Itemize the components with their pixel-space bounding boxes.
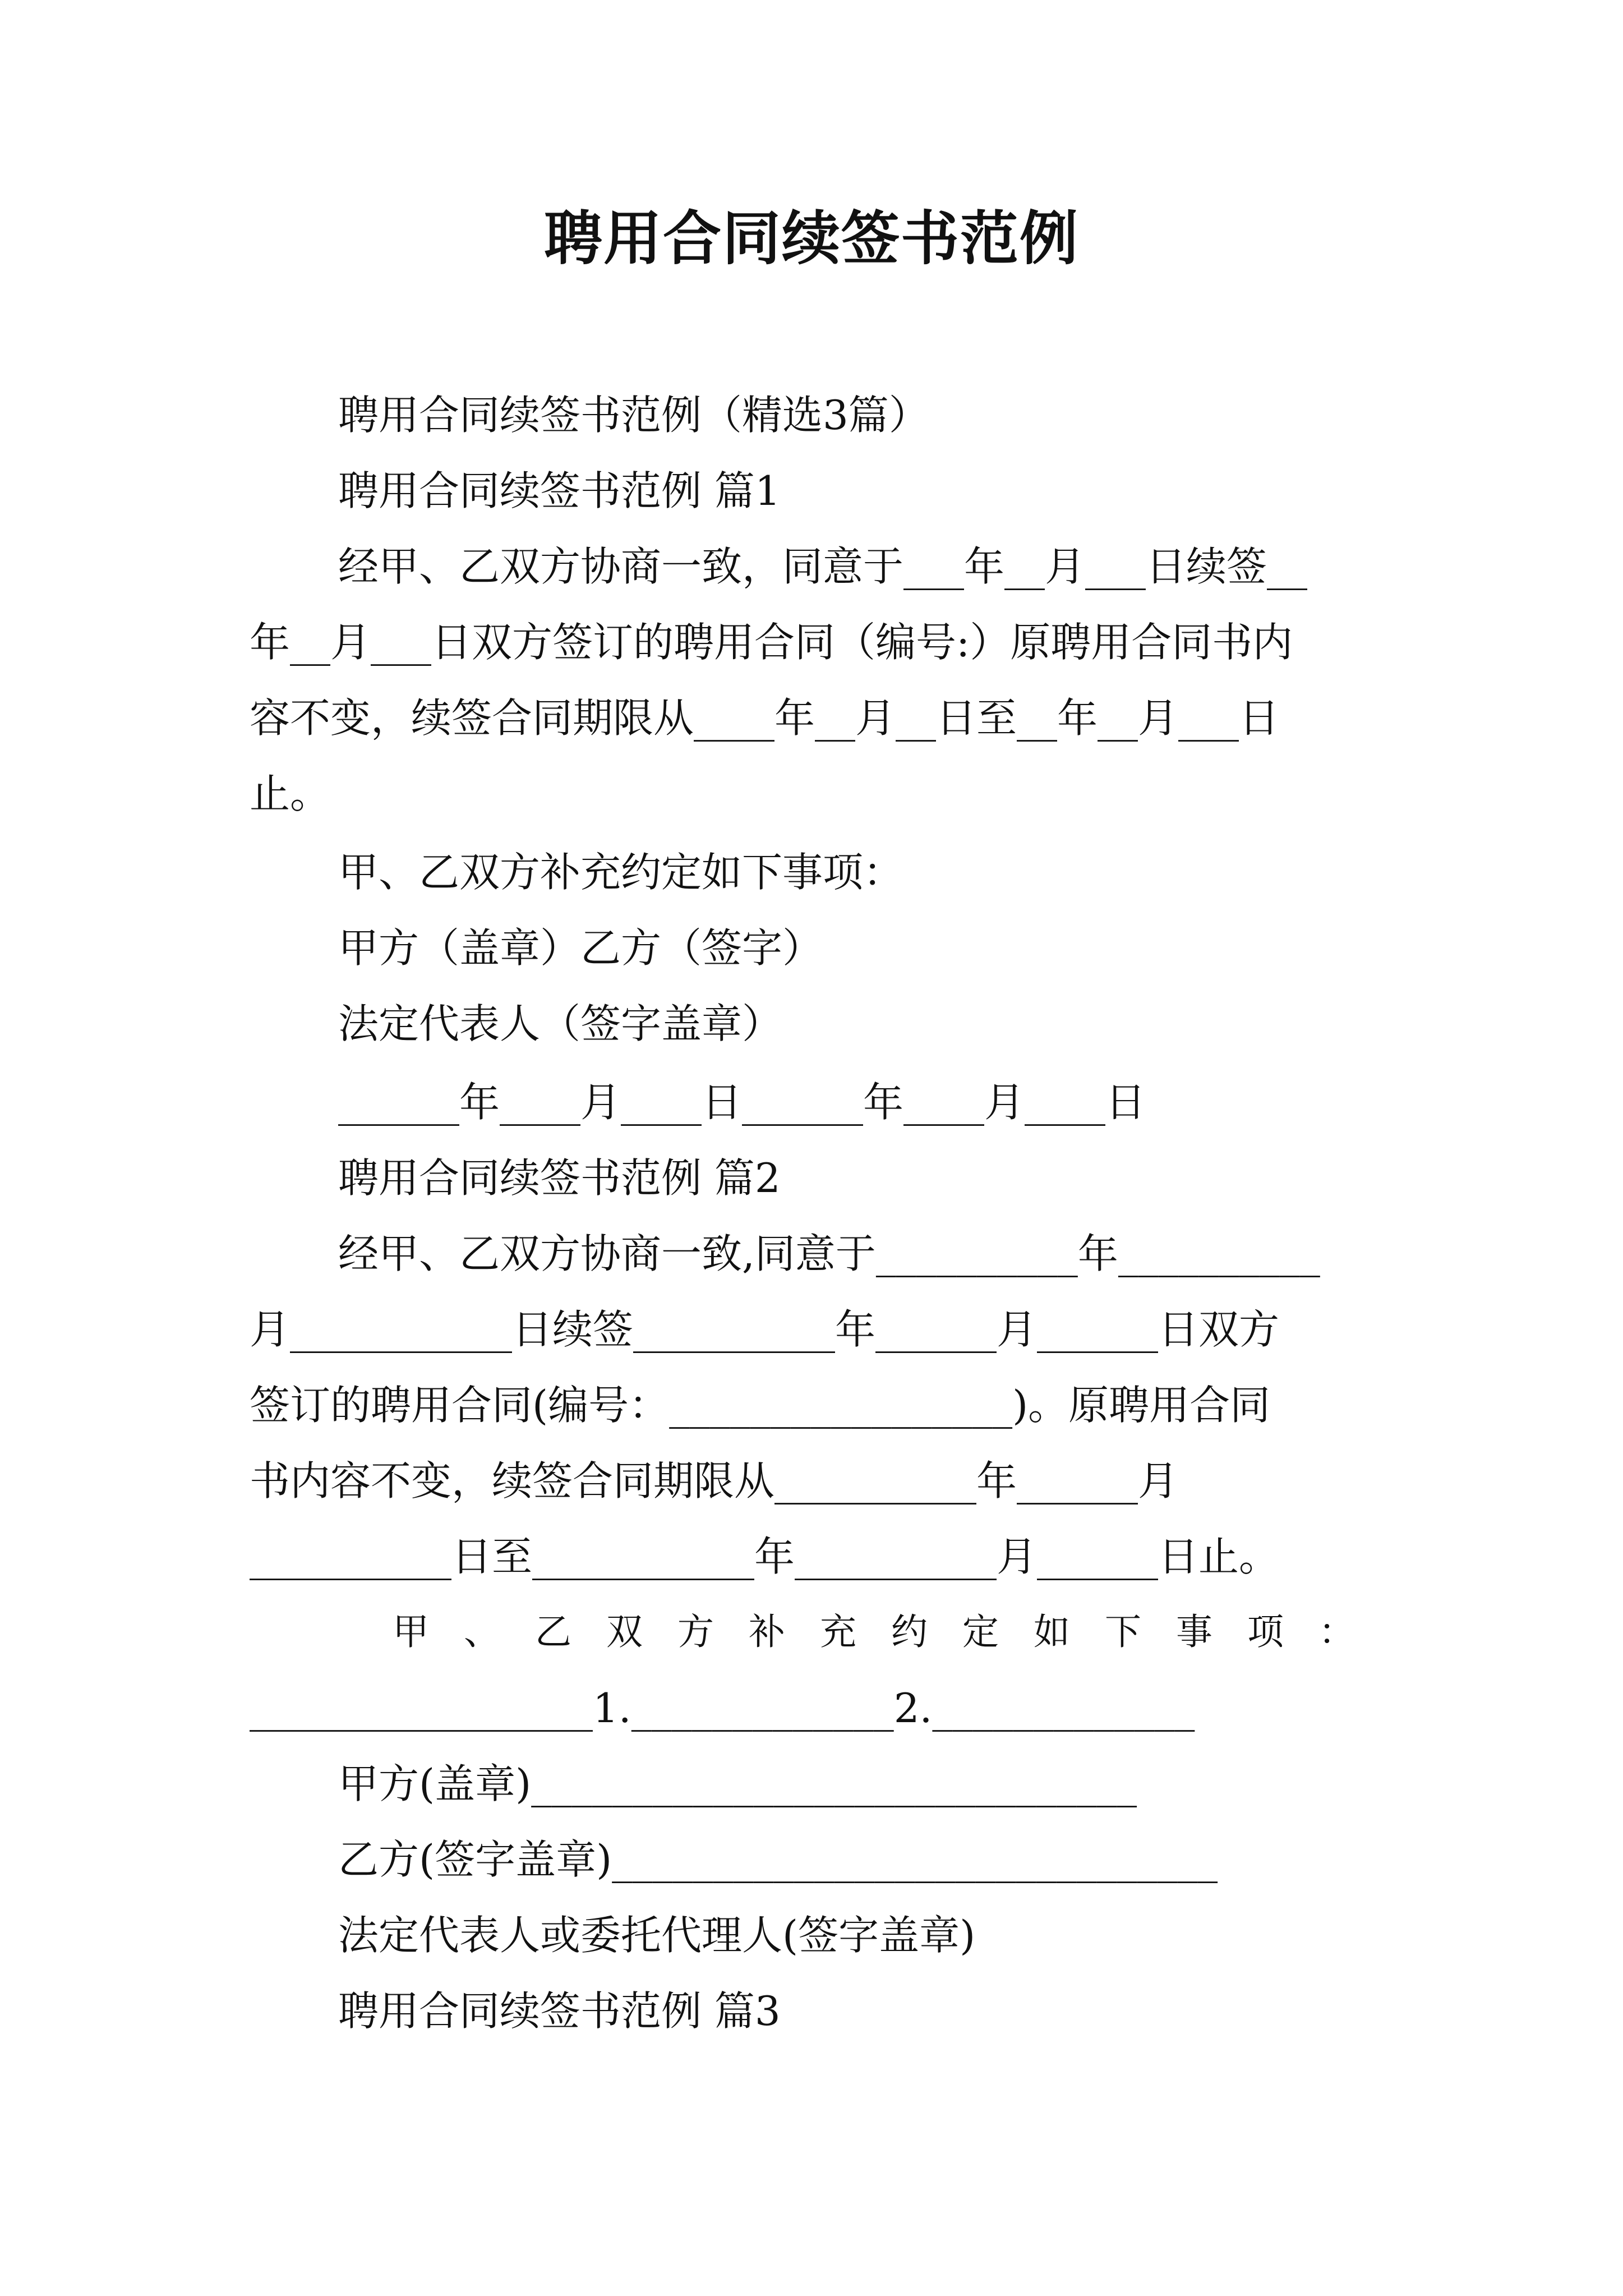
section-1-party-line: 甲方（盖章）乙方（签字） xyxy=(338,924,823,972)
section-1-line-4: 止。 xyxy=(250,770,331,817)
section-1-line-3: 容不变，续签合同期限从____年__月__日至__年__月___日 xyxy=(250,694,1280,742)
document-title: 聘用合同续签书范例 xyxy=(543,204,1079,273)
section-2-rep-line: 法定代表人或委托代理人(签字盖章) xyxy=(338,1912,976,1959)
section-1-rep-line: 法定代表人（签字盖章） xyxy=(338,1000,783,1047)
section-2-line-3: 签订的聘用合同(编号：_________________)。原聘用合同 xyxy=(250,1382,1271,1429)
section-1-line-1: 经甲、乙双方协商一致，同意于___年__月___日续签__ xyxy=(338,543,1308,590)
section-3-heading: 聘用合同续签书范例 篇3 xyxy=(338,1987,781,2035)
section-1-heading: 聘用合同续签书范例 篇1 xyxy=(338,467,781,514)
section-2-party-a: 甲方(盖章)______________________________ xyxy=(338,1760,1137,1807)
section-1-date-line: ______年____月____日______年____月____日 xyxy=(338,1079,1146,1126)
section-2-party-b: 乙方(签字盖章)______________________________ xyxy=(338,1836,1218,1883)
section-2-supplement: 甲、乙双方补充约定如下事项： xyxy=(393,1611,1390,1653)
document-subtitle: 聘用合同续签书范例（精选3篇） xyxy=(338,392,929,439)
section-2-heading: 聘用合同续签书范例 篇2 xyxy=(338,1154,781,1202)
section-2-line-5: __________日至___________年__________月______日止。 xyxy=(250,1533,1280,1580)
section-1-line-2: 年__月___日双方签订的聘用合同（编号:）原聘用合同书内 xyxy=(250,619,1293,666)
section-1-supplement: 甲、乙双方补充约定如下事项： xyxy=(338,849,904,896)
section-2-line-1: 经甲、乙双方协商一致,同意于__________年__________ xyxy=(338,1230,1320,1277)
section-2-line-2: 月___________日续签__________年______月______日双方 xyxy=(250,1306,1280,1353)
section-2-items-line: _________________1._____________2._____________ xyxy=(250,1685,1195,1732)
section-2-line-4: 书内容不变，续签合同期限从__________年______月 xyxy=(250,1457,1179,1504)
